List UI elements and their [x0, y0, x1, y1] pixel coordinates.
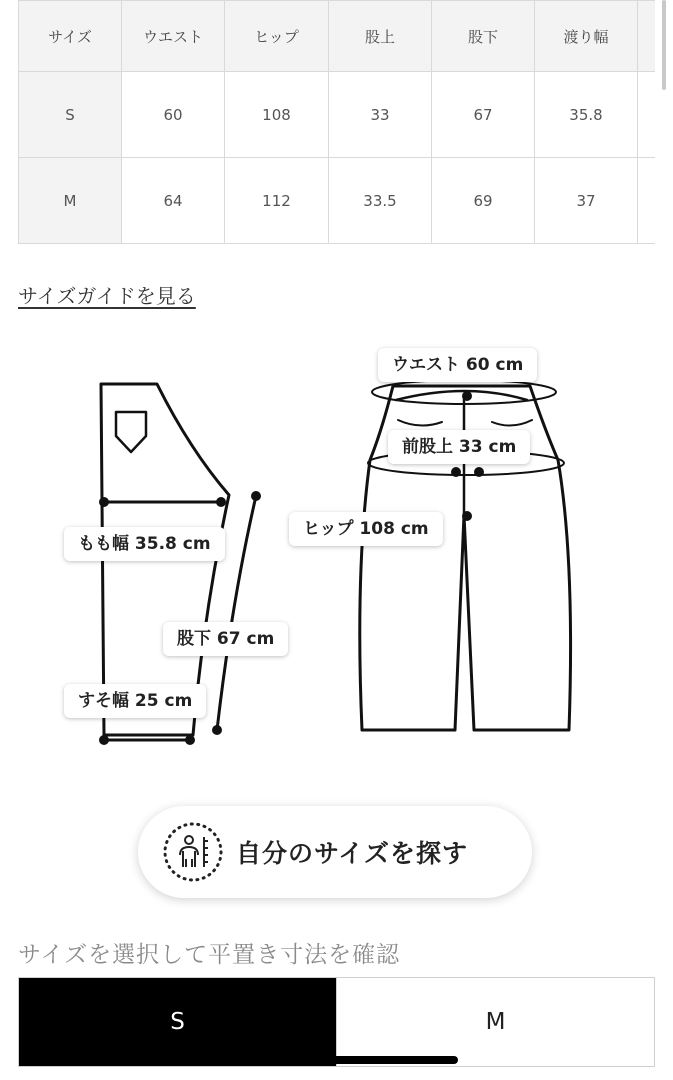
header-overflow — [638, 1, 656, 72]
table-cell: 67 — [432, 72, 535, 158]
home-indicator[interactable] — [218, 1056, 458, 1064]
size-selector — [18, 977, 655, 1067]
hem-width-label: すそ幅 25 cm — [64, 684, 206, 718]
table-cell — [638, 72, 656, 158]
size-guide-link[interactable]: サイズガイドを見る — [18, 284, 196, 308]
table-cell-size: M — [19, 158, 122, 244]
table-cell: 112 — [225, 158, 329, 244]
inseam-label: 股下 67 cm — [163, 622, 288, 656]
table-cell — [638, 158, 656, 244]
size-option-m[interactable]: M — [336, 978, 654, 1066]
header-thigh-width: 渡り幅 — [535, 1, 638, 72]
table-header-row — [19, 1, 656, 72]
table-cell-size: S — [19, 72, 122, 158]
table-cell: 33 — [329, 72, 432, 158]
table-cell: 108 — [225, 72, 329, 158]
table-row — [19, 158, 656, 244]
table-cell: 69 — [432, 158, 535, 244]
front-rise-label: 前股上 33 cm — [388, 430, 530, 464]
table-cell: 33.5 — [329, 158, 432, 244]
table-cell: 64 — [122, 158, 225, 244]
table-cell: 60 — [122, 72, 225, 158]
pants-measurement-diagram — [0, 330, 673, 770]
header-hip: ヒップ — [225, 1, 329, 72]
header-rise: 股上 — [329, 1, 432, 72]
find-my-size-button[interactable] — [138, 806, 532, 898]
header-waist: ウエスト — [122, 1, 225, 72]
size-table-container[interactable] — [18, 0, 655, 244]
back-pocket — [116, 412, 146, 452]
person-measure-icon — [162, 821, 224, 883]
waist-label: ウエスト 60 cm — [378, 348, 537, 382]
thigh-width-label: もも幅 35.8 cm — [64, 527, 225, 561]
size-select-heading: サイズを選択して平置き寸法を確認 — [18, 942, 401, 968]
size-table — [18, 0, 655, 244]
size-option-s[interactable]: S — [19, 978, 336, 1066]
table-cell: 35.8 — [535, 72, 638, 158]
header-size: サイズ — [19, 1, 122, 72]
hip-label: ヒップ 108 cm — [289, 512, 443, 546]
header-inseam: 股下 — [432, 1, 535, 72]
find-my-size-label: 自分のサイズを探す — [236, 839, 469, 868]
scrollbar[interactable] — [662, 0, 666, 90]
table-row — [19, 72, 656, 158]
table-cell: 37 — [535, 158, 638, 244]
